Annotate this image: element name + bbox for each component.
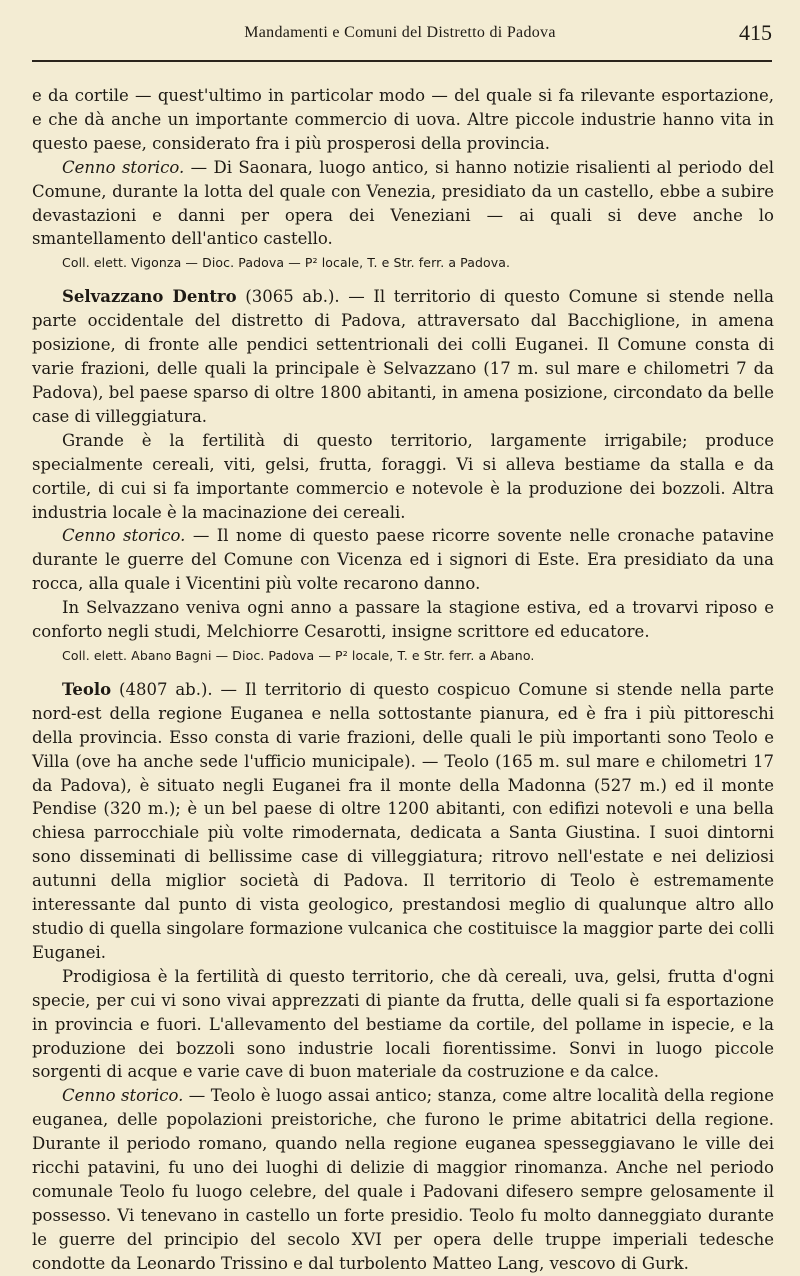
section-label: Cenno storico. — [62, 526, 186, 546]
page-body — [32, 84, 774, 1276]
section-label: Cenno storico. — [62, 1086, 184, 1106]
entry-heading: Teolo — [62, 679, 112, 699]
section-label: Cenno storico. — [62, 157, 185, 177]
paragraph-text: (3065 ab.). — Il territorio di questo Comune si stende nella parte occidentale del distretto di Padova, attraversato dal Bacchiglione, in amena posizione, di fronte alle pendici settentrionali dei colli Euganei. Il Comune consta di varie frazioni, delle quali la principale è Selvazzano (17 m. sul mare e chilometri 7 da Padova), bel paese sparso di oltre 1800 abitanti, in amena posizione, circondato da belle case di villeggiatura. — [32, 287, 774, 426]
paragraph — [32, 285, 774, 428]
paragraph-text: — Teolo è luogo assai antico; stanza, come altre località della regione euganea, delle popolazioni preistoriche, che furono le prime abitatrici della regione. Durante il periodo romano, quando nella regione euganea spesseggiavano le ville dei ricchi patavini, fu uno dei luoghi di delizie di maggior rinomanza. Anche nel periodo comunale Teolo fu luogo celebre, del quale i Padovani difesero sempre gelosamente il possesso. Vi tenevano in castello un forte presidio. Teolo fu molto danneggiato durante le guerre del principio del secolo XVI per opera delle truppe imperiali tedesche condotte da Leonardo Trissino e dal turbolento Matteo Lang, vescovo di Gurk. — [32, 1086, 774, 1273]
paragraph: Grande è la fertilità di questo territorio, largamente irrigabile; produce specialmente cereali, viti, gelsi, frutta, foraggi. Vi si alleva bestiame da stalla e da cortile, di cui si fa importante commercio e notevole è la produzione dei bozzoli. Altra industria locale è la macinazione dei cereali. — [32, 430, 774, 522]
electoral-note: Coll. elett. Vigonza — Dioc. Padova — P² locale, T. e Str. ferr. a Padova. — [62, 255, 511, 271]
paragraph — [32, 678, 774, 965]
page-header — [0, 0, 800, 64]
paragraph — [32, 156, 774, 252]
paragraph-text: — Il nome di questo paese ricorre sovente nelle cronache patavine durante le guerre del Comune con Vicenza ed i signori di Este. Era presidiato da una rocca, alla quale i Vicentini più volte recarono danno. — [32, 526, 775, 594]
page-number: 415 — [739, 20, 772, 45]
paragraph: In Selvazzano veniva ogni anno a passare la stagione estiva, ed a trovarvi riposo e conforto negli studi, Melchiorre Cesarotti, insigne scrittore ed educatore. — [32, 598, 774, 642]
electoral-note: Coll. elett. Abano Bagni — Dioc. Padova — P² locale, T. e Str. ferr. a Abano. — [62, 647, 535, 663]
entry-heading: Selvazzano Dentro — [62, 287, 237, 307]
paragraph-text: — Di Saonara, luogo antico, si hanno notizie risalienti al periodo del Comune, durante la lotta del quale con Venezia, presidiato da un castello, ebbe a subire devastazioni e danni per opera dei Veneziani — ai quali si deve anche lo smantellamento dell'antico castello. — [32, 157, 774, 249]
paragraph: Prodigiosa è la fertilità di questo territorio, che dà cereali, uva, gelsi, frutta d'ogni specie, per cui vi sono vivai apprezzati di piante da frutta, delle quali si fa esportazione in provincia e fuori. L'allevamento del bestiame da cortile, del pollame in ispecie, e la produzione dei bozzoli sono industrie locali fiorentissime. Sonvi in luogo piccole sorgenti di acque e varie cave di buon materiale da costruzione e da calce. — [32, 966, 774, 1082]
header-rule — [32, 60, 772, 62]
paragraph: e da cortile — quest'ultimo in particolar modo — del quale si fa rilevante esportazione, e che dà anche un importante commercio di uova. Altre piccole industrie hanno vita in questo paese, considerato fra i più prosperosi della provincia. — [32, 86, 774, 153]
running-title: Mandamenti e Comuni del Distretto di Padova — [244, 24, 556, 41]
paragraph-text: (4807 ab.). — Il territorio di questo cospicuo Comune si stende nella parte nord-est della regione Euganea e nella sottostante pianura, ed è fra i più pittoreschi della provincia. Esso consta di varie frazioni, delle quali le più importanti sono Teolo e Villa (ove ha anche sede l'ufficio municipale). — Teolo (165 m. sul mare e chilometri 17 da Padova), è situato negli Euganei fra il monte della Madonna (527 m.) ed il monte Pendise (320 m.); è un bel paese di oltre 1200 abitanti, con edifizi notevoli e una bella chiesa parrocchiale più volte rimodernata, dedicata a Santa Giustina. I suoi dintorni sono disseminati di bellissime case di villeggiatura; ritrovo nell'estate e nei deliziosi autunni della miglior società di Padova. Il territorio di Teolo è estremamente interessante dal punto di vista geologico, prestandosi meglio di qualunque altro allo studio di quella singolare formazione vulcanica che costituisce la maggior parte dei colli Euganei. — [32, 679, 774, 962]
paragraph — [32, 524, 774, 596]
